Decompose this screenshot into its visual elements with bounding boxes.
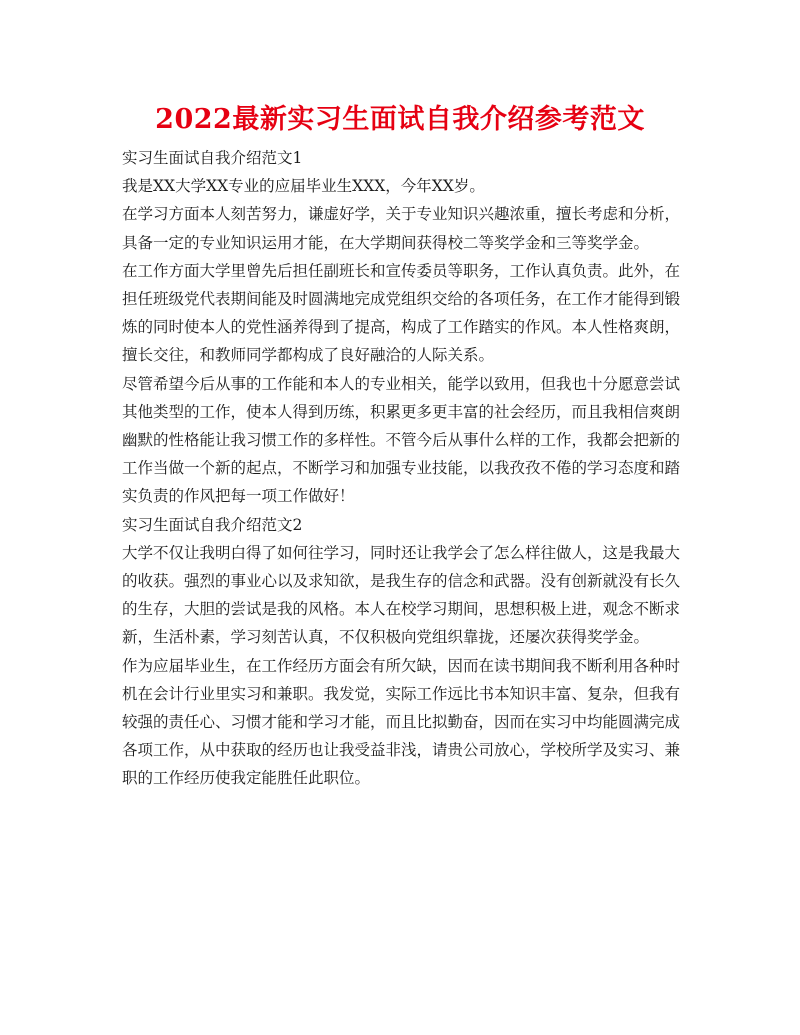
document-body (122, 144, 680, 793)
section-heading: 实习生面试自我介绍范文1 (122, 149, 303, 167)
paragraph: 在学习方面本人刻苦努力，谦虚好学，关于专业知识兴趣浓重，擅长考虑和分析，具备一定的专业知识运用才能，在大学期间获得校二等奖学金和三等奖学金。 (122, 205, 681, 252)
paragraph: 在工作方面大学里曾先后担任副班长和宣传委员等职务，工作认真负责。此外，在担任班级党代表期间能及时圆满地完成党组织交给的各项任务，在工作才能得到锻炼的同时使本人的党性涵养得到了提高，构成了工作踏实的作风。本人性格爽朗，擅长交往，和教师同学都构成了良好融洽的人际关系。 (122, 261, 681, 365)
paragraph: 作为应届毕业生，在工作经历方面会有所欠缺，因而在读书期间我不断利用各种时机在会计行业里实习和兼职。我发觉，实际工作远比书本知识丰富、复杂，但我有较强的责任心、习惯才能和学习才能，而且比拟勤奋，因而在实习中均能圆满完成各项工作，从中获取的经历也让我受益非浅，请贵公司放心，学校所学及实习、兼职的工作经历使我定能胜任此职位。 (122, 656, 681, 788)
section-heading: 实习生面试自我介绍范文2 (122, 515, 303, 534)
paragraph: 我是XX大学XX专业的应届毕业生XXX，今年XX岁。 (122, 177, 485, 196)
document-title: 2022最新实习生面试自我介绍参考范文 (155, 104, 645, 135)
paragraph: 大学不仅让我明白得了如何往学习，同时还让我学会了怎么样往做人，这是我最大的收获。强烈的事业心以及求知欲，是我生存的信念和武器。没有创新就没有长久的生存，大胆的尝试是我的风格。本人在校学习期间，思想积极上进，观念不断求新，生活朴素，学习刻苦认真，不仅积极向党组织靠拢，还屡次获得奖学金。 (122, 543, 681, 647)
paragraph: 尽管希望今后从事的工作能和本人的专业相关，能学以致用，但我也十分愿意尝试其他类型的工作，使本人得到历练，积累更多更丰富的社会经历，而且我相信爽朗幽默的性格能让我习惯工作的多样性。不管今后从事什么样的工作，我都会把新的工作当做一个新的起点，不断学习和加强专业技能，以我孜孜不倦的学习态度和踏实负责的作风把每一项工作做好！ (122, 374, 681, 506)
